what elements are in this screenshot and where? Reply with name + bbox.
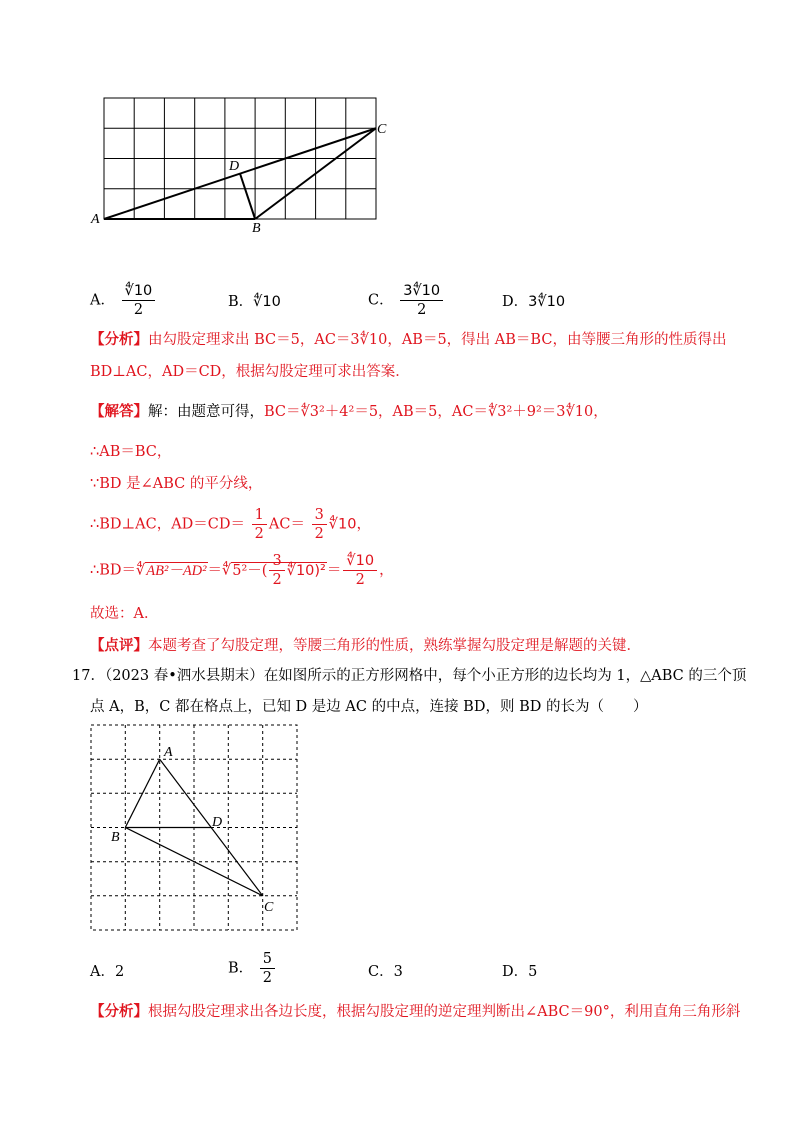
option-letter: C． (368, 292, 394, 309)
q16-option-d (502, 290, 565, 311)
q17-option-b (228, 950, 277, 987)
comment-tag: 【点评】 (90, 637, 148, 654)
frac-num: 3∜10 (400, 282, 443, 301)
q16-option-b (228, 290, 281, 311)
q17-label-a: A (164, 745, 173, 760)
q17-option-d: D．5 (502, 964, 538, 980)
frac-num: 1 (252, 506, 267, 525)
q17-option-a: A．2 (90, 964, 125, 980)
q16-option-a (90, 282, 157, 319)
q16-label-a: A (91, 212, 100, 227)
analysis-tag: 【分析】 (90, 1003, 148, 1020)
frac-den: 2 (355, 572, 365, 588)
option-letter: B． (228, 960, 254, 977)
q16-label-b: B (252, 221, 261, 236)
q16-solution-line1 (90, 402, 608, 422)
q16-triangle (104, 128, 376, 219)
question-number: 17． (72, 668, 105, 684)
q17-label-c: C (264, 900, 274, 915)
step3-text: ∜10， (328, 516, 371, 533)
q16-step4: ∴BD＝∜AB²－AD²＝∜5²－( $\frac{3}{2}$ ∜10)²＝ $\frac{∜10}{2}$ ， (90, 553, 394, 588)
analysis-text: 根据勾股定理求出各边长度，根据勾股定理的逆定理判断出∠ABC＝90°，利用直角三角形斜 (148, 1004, 741, 1020)
frac-num: ∜10 (343, 552, 377, 571)
frac-den: 2 (254, 526, 264, 542)
q16-step3 (90, 506, 371, 543)
frac-num: 5 (260, 950, 275, 969)
q16-analysis-line2: BD⊥AC，AD＝CD，根据勾股定理可求出答案． (90, 364, 410, 380)
q16-choose: 故选：A． (90, 606, 159, 622)
comment-text: 本题考查了勾股定理，等腰三角形的性质，熟练掌握勾股定理是解题的关键． (148, 638, 641, 654)
q17-figure (85, 720, 305, 935)
q17-option-c: C．3 (368, 964, 403, 980)
step3-text: AC＝ (268, 516, 305, 533)
q16-step2: ∵BD 是∠ABC 的平分线， (90, 476, 263, 492)
q16-option-c (368, 282, 445, 319)
analysis-text: 由勾股定理求出 BC＝5，AC＝3∜10，AB＝5，得出 AB＝BC，由等腰三角形的性质得出 (148, 332, 727, 348)
frac-num: ∜10 (122, 282, 156, 301)
q16-label-c: C (377, 122, 387, 137)
frac-den: 2 (133, 302, 144, 318)
q17-analysis-line1 (90, 1002, 740, 1022)
option-letter: A． (90, 292, 115, 309)
step3-text: ∴BD⊥AC，AD＝CD＝ (90, 516, 246, 533)
step4-text: ∴BD＝ (90, 562, 137, 579)
q16-figure (90, 92, 400, 242)
q17-stem-line1 (72, 666, 746, 686)
solution-formula: BC＝∜3²＋4²＝5，AB＝5，AC＝∜3²＋9²＝3∜10， (264, 404, 608, 420)
q16-label-d: D (229, 159, 240, 174)
q17-label-d: D (212, 815, 223, 830)
q17-stem-line2: 点 A，B，C 都在格点上，已知 D 是边 AC 的中点，连接 BD，则 BD 的长为（ ） (90, 699, 648, 715)
q16-step1: ∴AB＝BC， (90, 444, 172, 460)
frac-num: 3 (269, 552, 284, 571)
option-value: 3∜10 (528, 294, 566, 310)
solution-text: 解：由题意可得， (148, 404, 264, 420)
frac-den: 2 (262, 970, 272, 986)
step4-eq: ＝ (207, 562, 223, 579)
question-stem: （2023 春•泗水县期末）在如图所示的正方形网格中，每个小正方形的边长均为 1，△ABC 的三个顶 (104, 668, 747, 684)
q16-comment (90, 636, 641, 656)
option-value: ∜10 (253, 294, 281, 310)
q17-label-b: B (111, 830, 120, 845)
frac-den: 2 (417, 302, 427, 318)
frac-den: 2 (272, 572, 282, 588)
frac-num: 3 (312, 506, 327, 525)
frac-den: 2 (314, 526, 324, 542)
analysis-tag: 【分析】 (90, 331, 148, 348)
radicand: 5²－( (232, 562, 268, 579)
option-letter: B． (228, 294, 254, 310)
option-letter: D． (502, 294, 529, 310)
radicand: ∜10)² (286, 562, 326, 579)
radicand: AB²－AD² (146, 562, 207, 579)
q16-analysis-line1 (90, 330, 726, 350)
step4-text: ， (379, 562, 394, 579)
solution-tag: 【解答】 (90, 403, 148, 420)
